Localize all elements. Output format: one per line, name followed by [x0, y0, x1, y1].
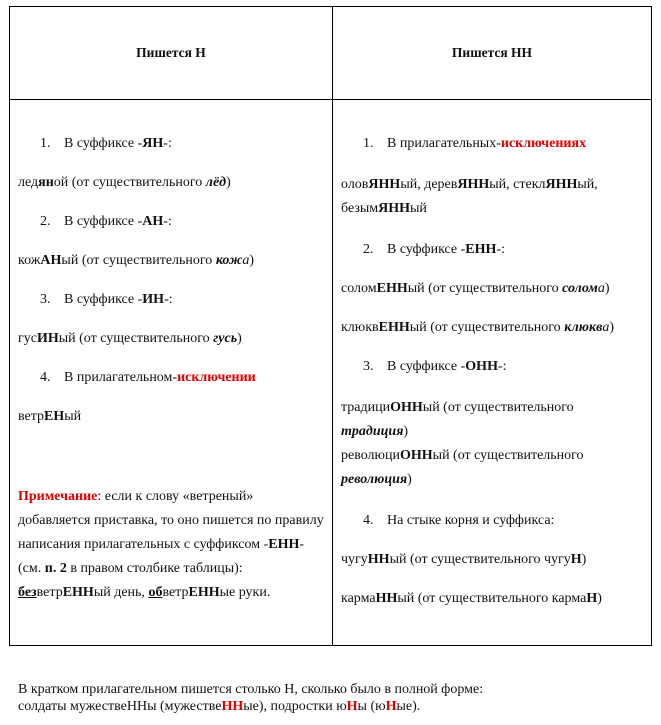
right-example-3: клюквЕННый (от существительного клюква) — [341, 320, 614, 335]
left-rule-2: 2. В суффиксе -АН-: — [40, 214, 172, 229]
right-example-4: традициОННый (от существительного традиция) — [341, 400, 574, 439]
right-example-6: чугуННый (от существительного чугуН) — [341, 552, 587, 567]
right-example-2: соломЕННый (от существительного солома) — [341, 281, 610, 296]
left-rule-3: 3. В суффиксе -ИН-: — [40, 292, 173, 307]
left-rule-1: 1. В суффиксе -ЯН-: — [40, 136, 172, 151]
rules-table — [9, 6, 652, 646]
left-example-2: кожАНый (от существительного кожа) — [18, 253, 255, 268]
header-cell-double-n — [333, 7, 652, 100]
left-example-3: гусИНый (от существительного гусь) — [18, 331, 242, 346]
left-example-4: ветрЕНый — [18, 409, 82, 424]
table-body-row — [10, 100, 652, 646]
header-double-n: Пишется НН — [451, 45, 533, 60]
left-example-1: ледяной (от существительного лёд) — [18, 175, 231, 190]
left-note: Примечание: если к слову «ветреный» добавляется приставка, то оно пишется по правилу написания прилагательных с суффиксом -ЕНН- (см. п. 2 в правом столбике таблицы): безветрЕННый день, обветрЕННые руки. — [18, 489, 324, 600]
right-rule-3: 3. В суффиксе -ОНН-: — [363, 359, 507, 374]
right-example-5: революциОННый (от существительного революция) — [341, 448, 584, 487]
table-header-row — [10, 7, 652, 100]
right-example-1: оловЯННый, деревЯННый, стеклЯННый, безымЯННый — [341, 177, 598, 216]
right-rule-4: 4. На стыке корня и суффикса: — [363, 513, 555, 528]
right-rule-2: 2. В суффиксе -ЕНН-: — [363, 242, 505, 257]
header-single-n: Пишется Н — [136, 45, 206, 60]
right-example-7: кармаННый (от существительного кармаН) — [341, 591, 602, 606]
footer-line-1: В кратком прилагательном пишется столько Н, сколько было в полной форме: — [18, 682, 484, 697]
footer-rule — [18, 681, 483, 715]
header-cell-single-n — [10, 7, 333, 100]
footer-line-2: солдаты мужествеННы (мужествеННые), подростки юНы (юНые). — [18, 699, 421, 714]
right-rule-1: 1. В прилагательных-исключениях — [363, 136, 587, 151]
left-rules-cell — [10, 100, 333, 646]
left-rule-4: 4. В прилагательном-исключении — [40, 370, 256, 385]
right-rules-cell — [333, 100, 652, 646]
